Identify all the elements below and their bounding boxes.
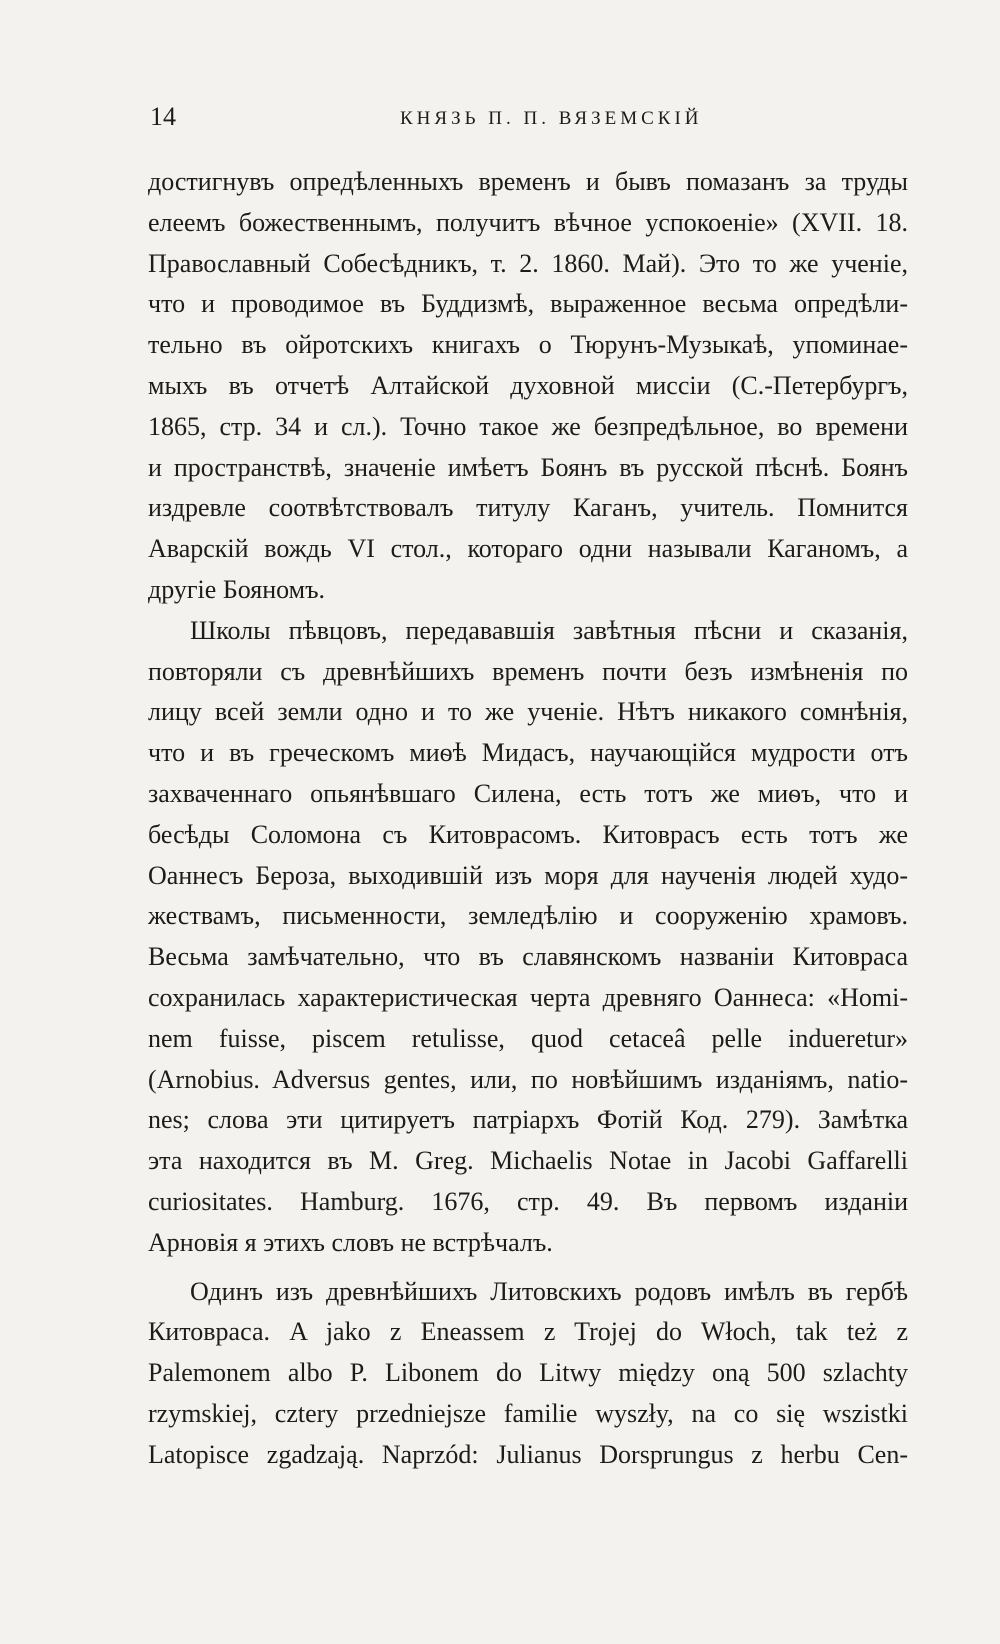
text-line: захваченнаго опьянѣвшаго Силена, есть тотъ же миѳъ, что и [148,778,908,808]
text-line: что и въ греческомъ миѳѣ Мидасъ, научающійся мудрости отъ [148,738,908,768]
text-line: Арновія я этихъ словъ не встрѣчалъ. [148,1227,553,1257]
paragraph-start-line: Школы пѣвцовъ, передававшія завѣтныя пѣсни и сказанія, [190,615,908,645]
text-line: 1865, стр. 34 и сл.). Точно такое же безпредѣльное, во времени [148,411,908,441]
page-header [150,102,910,142]
text-line: другіе Бояномъ. [148,574,326,604]
text-line: Православный Собесѣдникъ, т. 2. 1860. Май). Это то же ученіе, [148,248,908,278]
text-line: эта находится въ M. Greg. Michaelis Notae in Jacobi Gaffarelli [148,1146,908,1176]
text-line: и пространствѣ, значеніе имѣетъ Боянъ въ русской пѣснѣ. Боянъ [148,452,908,482]
text-line: Palemonem albo P. Libonem do Litwy między oną 500 szlachty [148,1358,908,1388]
text-line: тельно въ ойротскихъ книгахъ о Тюрунъ-Музыкаѣ, упоминае- [148,330,908,360]
body-text [148,162,908,1476]
text-line: издревле соотвѣтствовалъ титулу Каганъ, учитель. Помнится [148,493,908,523]
text-line: Весьма замѣчательно, что въ славянскомъ названіи Китовраса [148,942,908,972]
text-line: Оаннесъ Бероза, выходившій изъ моря для наученія людей худо- [148,860,908,890]
text-line: мыхъ въ отчетѣ Алтайской духовной миссіи (С.-Петербургъ, [148,370,908,400]
paragraph-start-line: Одинъ изъ древнѣйшихъ Литовскихъ родовъ имѣлъ въ гербѣ [190,1276,908,1306]
text-line: Аварскій вождь VI стол., котораго одни называли Каганомъ, а [148,534,908,564]
text-line: rzymskiej, cztery przedniejsze familie wyszły, na co się wszistki [148,1398,908,1428]
text-line: бесѣды Соломона съ Китоврасомъ. Китоврасъ есть тотъ же [148,819,908,849]
text-line: что и проводимое въ Буддизмѣ, выраженное весьма опредѣли- [148,289,908,319]
text-line: сохранилась характеристическая черта древняго Оаннеса: «Homi- [148,982,908,1012]
text-line: (Arnobius. Adversus gentes, или, по новѣйшимъ изданіямъ, natio- [148,1064,908,1094]
text-line: nem fuisse, piscem retulisse, quod cetaceâ pelle indueretur» [148,1023,908,1053]
text-line: жествамъ, письменности, земледѣлію и сооруженію храмовъ. [148,901,908,931]
text-line: достигнувъ опредѣленныхъ временъ и бывъ помазанъ за труды [148,167,908,196]
running-title: КНЯЗЬ П. П. ВЯЗЕМСКІЙ [400,108,703,129]
text-line: лицу всей земли одно и то же ученіе. Нѣтъ никакого сомнѣнія, [148,697,908,727]
text-line: nes; слова эти цитируетъ патріархъ Фотій Код. 279). Замѣтка [148,1105,908,1135]
text-line: Latopisce zgadzają. Naprzód: Julianus Dorsprungus z herbu Cen- [148,1439,908,1469]
text-line: Китовраса. A jako z Eneassem z Trojej do Włoch, tak też z [148,1317,908,1347]
page-number: 14 [150,102,176,131]
text-line: елеемъ божественнымъ, получитъ вѣчное успокоеніе» (XVII. 18. [148,207,908,237]
text-line: повторяли съ древнѣйшихъ временъ почти безъ измѣненія по [148,656,908,686]
text-line: curiositates. Hamburg. 1676, стр. 49. Въ первомъ изданіи [148,1186,908,1216]
